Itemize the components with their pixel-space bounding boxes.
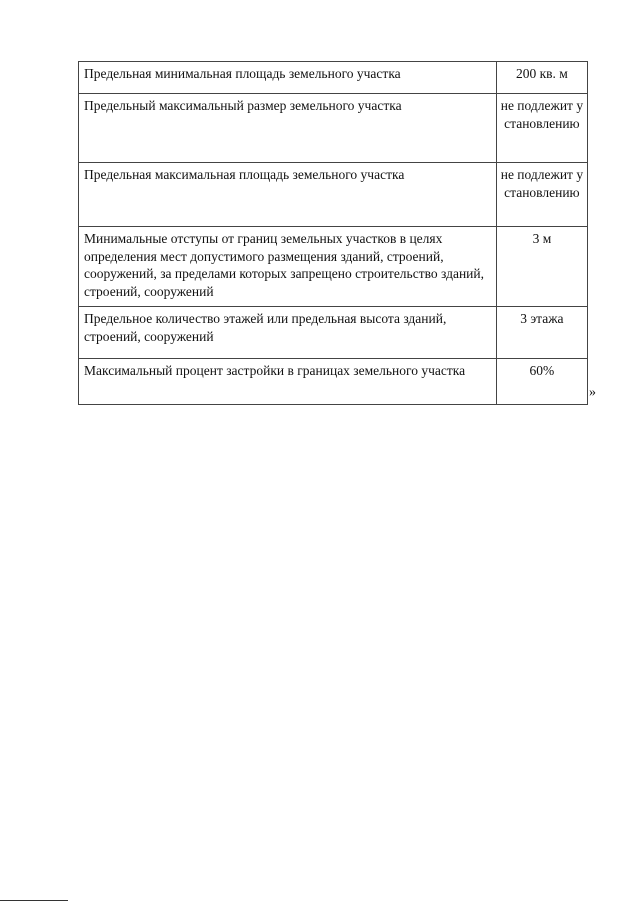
table-row — [79, 163, 588, 227]
row-value: 60% — [496, 359, 587, 405]
table-row — [79, 227, 588, 307]
row-value: 200 кв. м — [496, 62, 587, 94]
row-label: Предельный максимальный размер земельного участка — [79, 94, 497, 163]
row-label: Предельная максимальная площадь земельного участка — [79, 163, 497, 227]
footnote-separator — [0, 900, 68, 901]
row-label: Минимальные отступы от границ земельных участков в целях определения мест допустимого размещения зданий, строений, сооружений, за пределами которых запрещено строительство зданий, строений, сооружений — [79, 227, 497, 307]
table-row — [79, 307, 588, 359]
row-label: Предельная минимальная площадь земельного участка — [79, 62, 497, 94]
row-value: 3 м — [496, 227, 587, 307]
table-row — [79, 359, 588, 405]
table-row — [79, 94, 588, 163]
land-parameters-table — [78, 61, 588, 405]
row-value: 3 этажа — [496, 307, 587, 359]
row-label: Максимальный процент застройки в границах земельного участка — [79, 359, 497, 405]
row-label: Предельное количество этажей или предельная высота зданий, строений, сооружений — [79, 307, 497, 359]
table-row — [79, 62, 588, 94]
row-value: не подлежит установлению — [496, 94, 587, 163]
closing-quote-mark: » — [589, 385, 596, 400]
row-value: не подлежит установлению — [496, 163, 587, 227]
